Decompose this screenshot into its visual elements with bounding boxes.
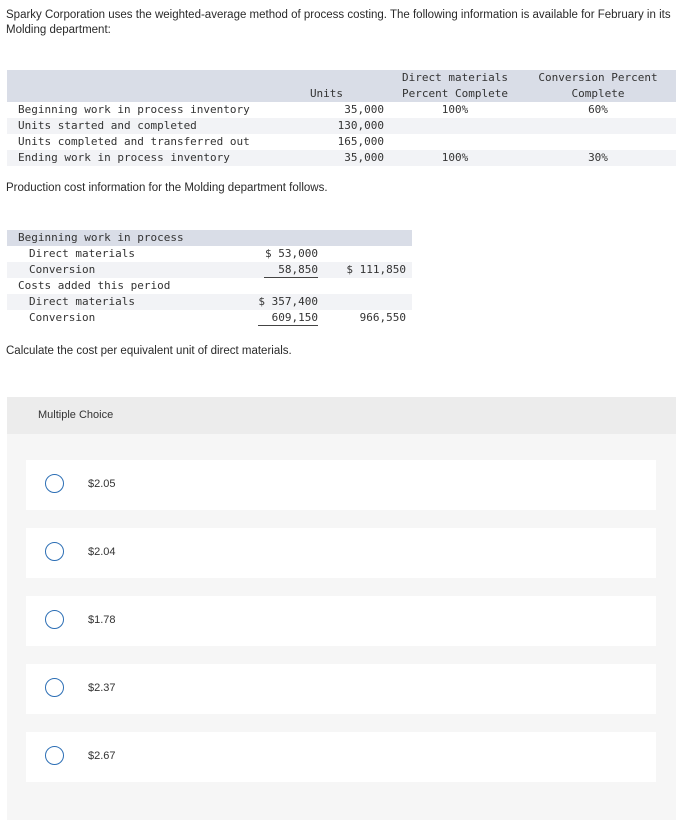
radio-button[interactable] xyxy=(45,474,64,493)
answer-option[interactable] xyxy=(26,732,656,782)
beg-dm-amount: $ 53,000 xyxy=(265,247,318,260)
add-conv-label: Conversion xyxy=(29,311,96,324)
row-conv: 30% xyxy=(520,150,676,166)
problem-intro: Sparky Corporation uses the weighted-average method of process costing. The following information is available for February in its Molding department: xyxy=(6,9,671,36)
multiple-choice-header xyxy=(7,397,676,434)
row-dm: 100% xyxy=(441,103,469,116)
table-row xyxy=(7,102,676,118)
row-label: Ending work in process inventory xyxy=(7,150,273,166)
answer-option[interactable] xyxy=(26,664,656,714)
table-row xyxy=(7,310,412,326)
row-conv: 60% xyxy=(588,103,608,116)
units-table-header xyxy=(7,70,676,86)
add-conv-amount: 609,150 xyxy=(258,311,318,326)
table-row xyxy=(7,230,412,246)
table-row xyxy=(7,294,412,310)
table-row xyxy=(7,118,676,134)
row-dm: 100% xyxy=(390,150,520,166)
units-header xyxy=(273,70,390,86)
units-table xyxy=(7,70,676,166)
row-dm xyxy=(390,134,520,150)
production-cost-text: Production cost information for the Molding department follows. xyxy=(6,182,328,194)
units-header-label: Units xyxy=(273,86,390,102)
radio-button[interactable] xyxy=(45,678,64,697)
option-label: $2.04 xyxy=(88,546,116,558)
add-dm-label: Direct materials xyxy=(7,294,237,310)
dm-header-line2: Percent Complete xyxy=(390,86,520,102)
question-text: Calculate the cost per equivalent unit of direct materials. xyxy=(6,345,292,357)
table-row xyxy=(7,278,412,294)
row-units: 35,000 xyxy=(344,103,384,116)
table-row xyxy=(7,150,676,166)
option-label: $2.37 xyxy=(88,682,116,694)
table-row xyxy=(7,246,412,262)
cost-table xyxy=(7,230,412,326)
add-dm-amount: $ 357,400 xyxy=(237,294,326,310)
row-units: 165,000 xyxy=(337,135,384,148)
conv-header-line2: Complete xyxy=(520,86,676,102)
radio-button[interactable] xyxy=(45,542,64,561)
table-row xyxy=(7,134,676,150)
option-label: $2.67 xyxy=(88,750,116,762)
row-units: 130,000 xyxy=(273,118,390,134)
radio-button[interactable] xyxy=(45,746,64,765)
table-row xyxy=(7,262,412,278)
row-dm xyxy=(390,118,520,134)
dm-header-line1: Direct materials xyxy=(390,70,520,86)
beg-total: $ 111,850 xyxy=(326,262,412,278)
add-total: 966,550 xyxy=(359,311,406,324)
option-label: $2.05 xyxy=(88,478,116,490)
beg-dm-label: Direct materials xyxy=(29,247,135,260)
answer-option[interactable] xyxy=(26,460,656,510)
row-label: Units completed and transferred out xyxy=(18,135,250,148)
conv-header-line1: Conversion Percent xyxy=(520,70,676,86)
radio-button[interactable] xyxy=(45,610,64,629)
answer-option[interactable] xyxy=(26,528,656,578)
answer-option[interactable] xyxy=(26,596,656,646)
row-units: 35,000 xyxy=(273,150,390,166)
costs-added-label: Costs added this period xyxy=(18,279,171,292)
beg-conv-label: Conversion xyxy=(7,262,237,278)
multiple-choice-label: Multiple Choice xyxy=(38,409,114,421)
row-label: Beginning work in process inventory xyxy=(18,103,250,116)
row-conv xyxy=(520,134,676,150)
beginning-wip-label: Beginning work in process xyxy=(7,230,237,246)
multiple-choice-panel xyxy=(7,397,676,820)
option-label: $1.78 xyxy=(88,614,116,626)
row-conv xyxy=(520,118,676,134)
beg-conv-amount: 58,850 xyxy=(264,263,318,278)
units-table-header-2 xyxy=(7,86,676,102)
row-label: Units started and completed xyxy=(7,118,273,134)
